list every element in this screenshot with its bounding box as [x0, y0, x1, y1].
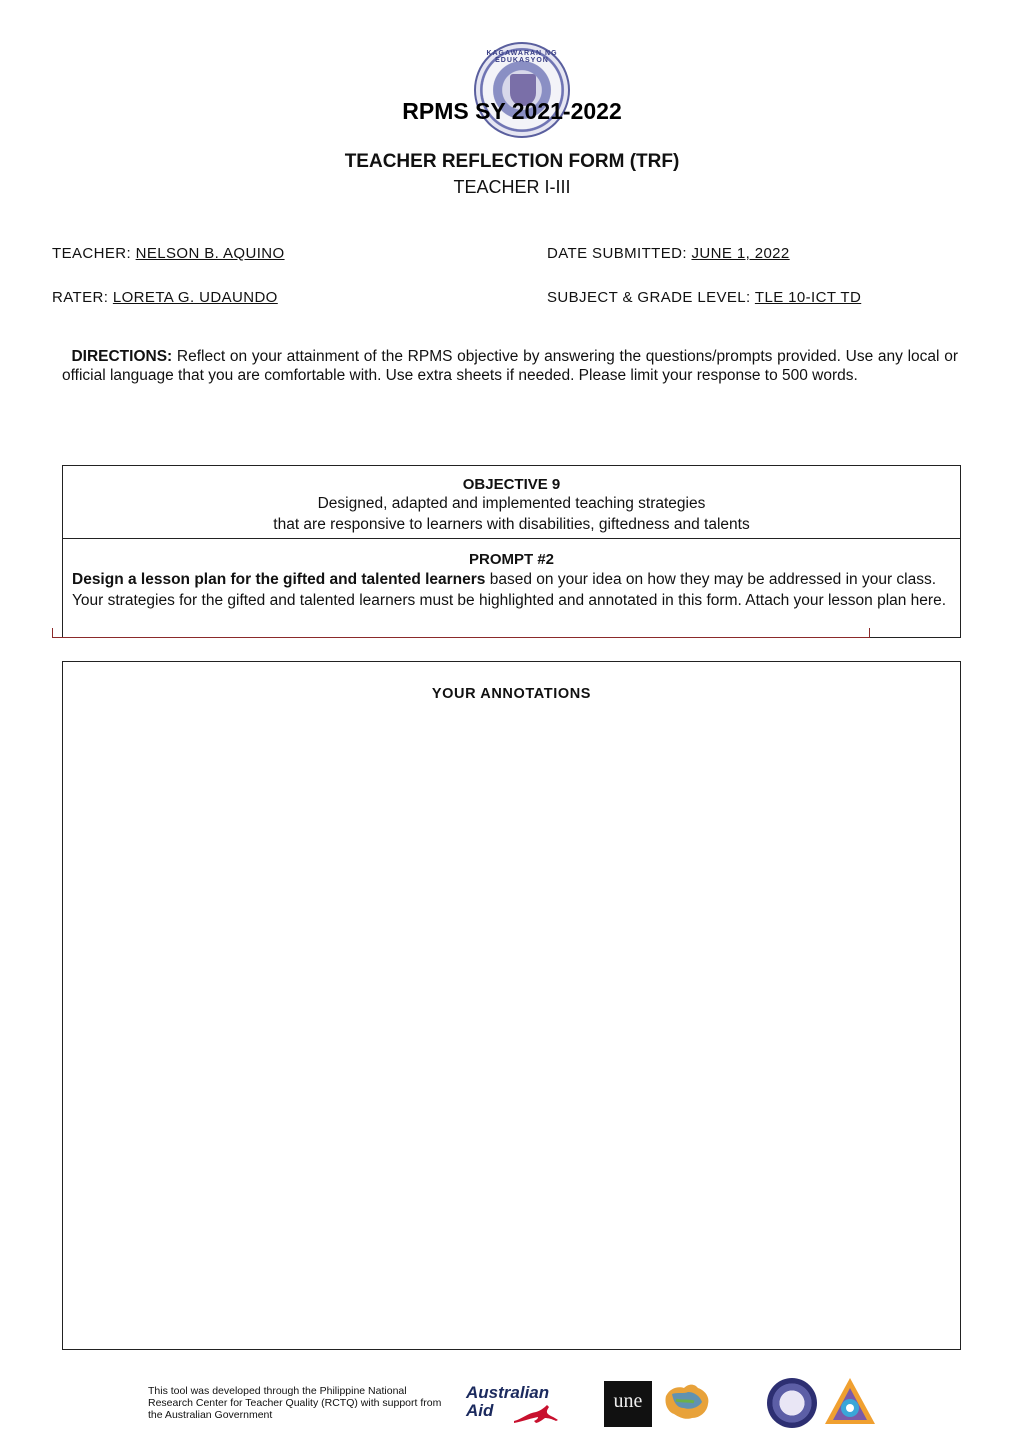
objective-line-1: Designed, adapted and implemented teaching strategies	[317, 495, 706, 512]
red-tick-right	[869, 628, 870, 638]
annotations-box[interactable]	[62, 661, 961, 1350]
kangaroo-icon	[510, 1403, 562, 1425]
objective-heading: OBJECTIVE 9	[462, 476, 561, 493]
seal-text: KAGAWARAN NG EDUKASYON	[486, 50, 558, 64]
directions-text: Reflect on your attainment of the RPMS objective by answering the questions/prompts provided. Use any local or official language that you are comfortable with. Use extra sheets if needed. Please limit your response to 500 words.	[62, 348, 958, 384]
page-title: RPMS SY 2021-2022	[402, 98, 622, 124]
teacher-label: TEACHER:	[52, 245, 132, 262]
teacher-field	[52, 245, 285, 262]
footer-note: This tool was developed through the Philippine National Research Center for Teacher Quality (RCTQ) with support from the Australian Government	[148, 1385, 442, 1421]
rater-value: LORETA G. UDAUNDO	[112, 289, 278, 306]
une-logo	[604, 1381, 652, 1427]
aus-aid-word-1: Australian	[466, 1383, 550, 1402]
rater-label: RATER:	[52, 289, 109, 306]
partner-triangle-logo	[823, 1376, 877, 1428]
objective-line-2: that are responsive to learners with disabilities, giftedness and talents	[273, 516, 750, 533]
date-value: JUNE 1, 2022	[691, 245, 790, 262]
subject-grade-field	[547, 289, 861, 306]
red-tick-left	[52, 628, 53, 638]
prompt-bold-text: Design a lesson plan for the gifted and talented learners	[72, 571, 486, 588]
annotations-heading: YOUR ANNOTATIONS	[431, 686, 592, 702]
rctq-seal-logo	[767, 1378, 817, 1428]
prompt-text	[72, 569, 952, 611]
date-submitted-field	[547, 245, 790, 262]
subject-value: TLE 10-ICT TD	[754, 289, 862, 306]
une-logo-text: une	[613, 1390, 643, 1412]
red-underline-mark	[52, 637, 870, 638]
date-label: DATE SUBMITTED:	[547, 245, 687, 262]
australia-map-logo	[660, 1380, 714, 1424]
prompt-body-text: based on your idea on how they may be addressed in your class. Your strategies for the gifted and talented learners must be highlighted and annotated in this form. Attach your lesson plan here.	[72, 571, 947, 609]
subject-label: SUBJECT & GRADE LEVEL:	[547, 289, 751, 306]
directions	[62, 347, 958, 385]
objective-divider	[62, 538, 961, 539]
rater-field	[52, 289, 278, 306]
australian-aid-logo	[466, 1383, 566, 1425]
aus-aid-word-2: Aid	[466, 1401, 494, 1420]
prompt-heading: PROMPT #2	[468, 551, 555, 568]
form-subtitle: TEACHER I-III	[453, 177, 571, 197]
form-title: TEACHER REFLECTION FORM (TRF)	[344, 151, 680, 172]
teacher-value: NELSON B. AQUINO	[135, 245, 285, 262]
directions-label: DIRECTIONS:	[71, 348, 173, 365]
